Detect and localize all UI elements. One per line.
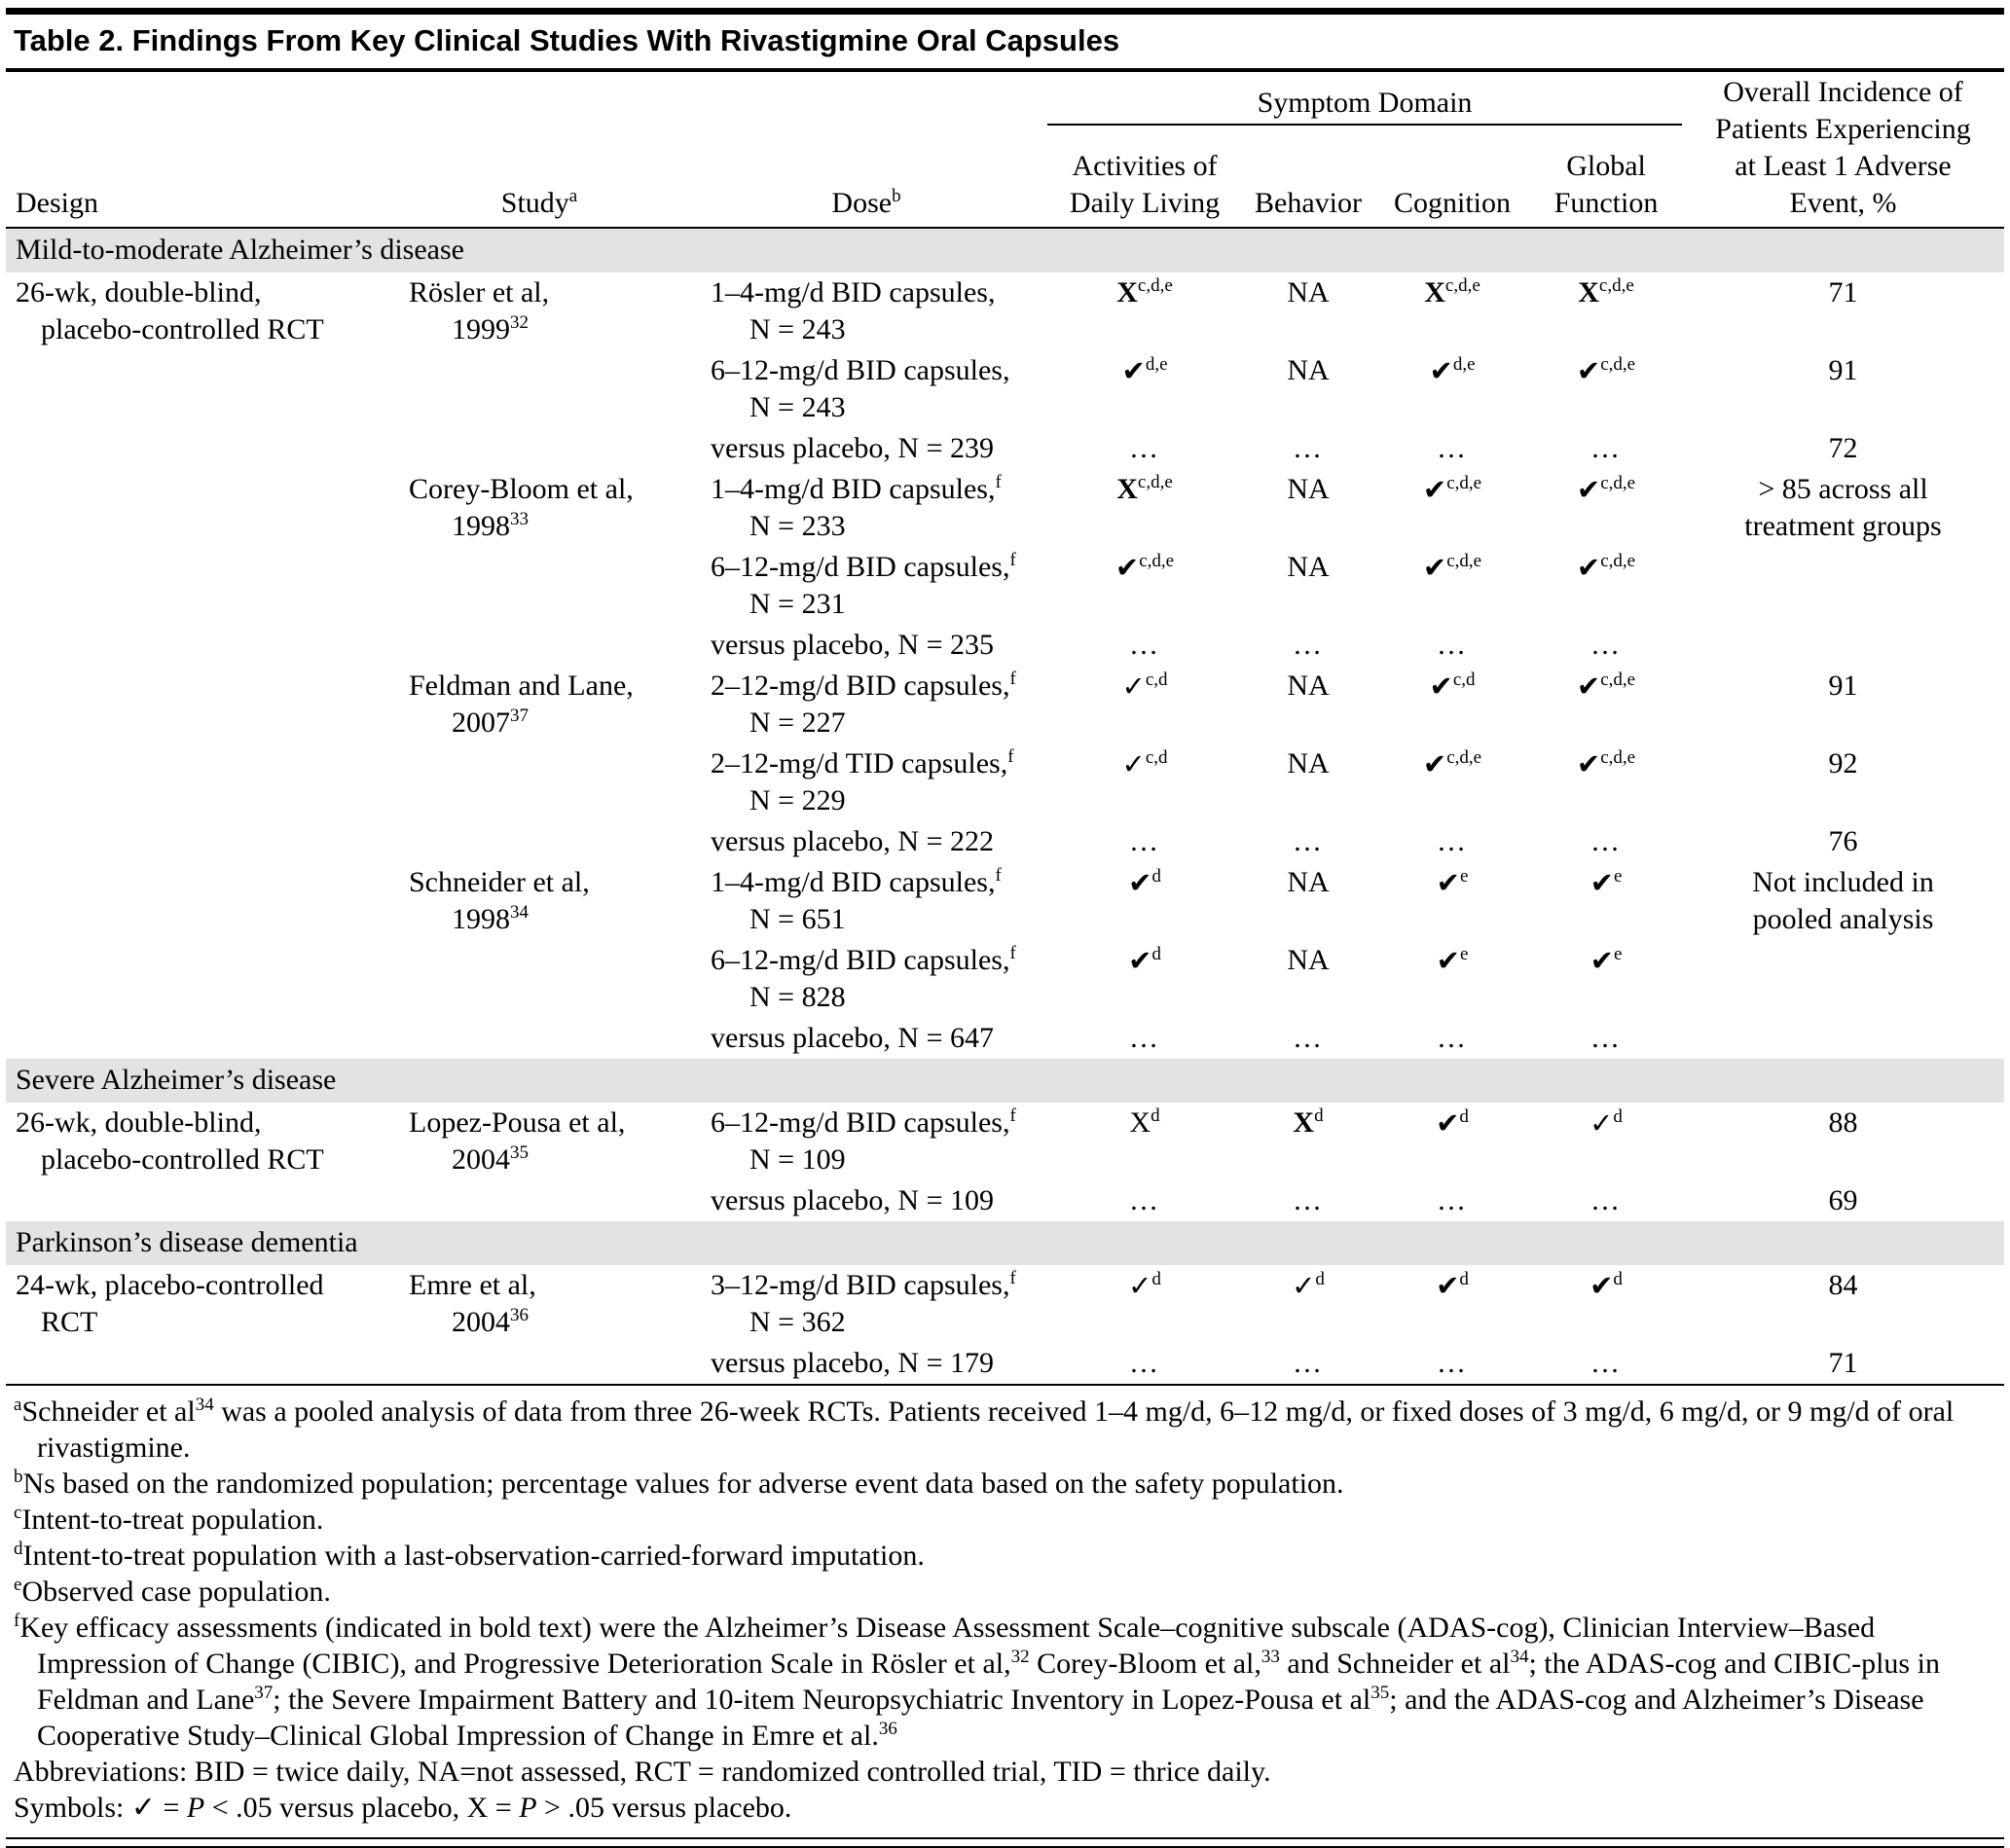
footnote: Abbreviations: BID = twice daily, NA=not assessed, RCT = randomized controlled trial, TID = thrice daily. <box>14 1756 1271 1788</box>
design-label: Design <box>16 187 98 219</box>
ellipsis-placeholder: … <box>1293 432 1324 464</box>
domain-cell-adl <box>1047 1103 1242 1180</box>
study-cell <box>393 743 685 821</box>
domain-cell-cognition <box>1374 350 1530 428</box>
study-cell: Corey-Bloom et al, 1998$^{33}$ <box>409 473 634 542</box>
section-header-row <box>6 228 2004 272</box>
domain-cell-behavior <box>1242 821 1374 862</box>
header-row-top <box>6 72 2004 125</box>
data-row <box>6 1180 2004 1221</box>
design-cell <box>6 862 393 940</box>
domain-cell-behavior <box>1242 469 1374 547</box>
adverse-event-cell: 92 <box>1828 747 1858 779</box>
footnote-marker: d,e <box>1452 354 1476 375</box>
domain-cell-adl <box>1047 428 1242 469</box>
domain-cell-cognition <box>1374 625 1530 666</box>
design-cell <box>6 547 393 625</box>
domain-cell-behavior <box>1242 666 1374 743</box>
check-mark: ✓ <box>1128 1269 1152 1302</box>
ellipsis-placeholder: … <box>1590 432 1623 464</box>
design-cell <box>6 821 393 862</box>
section-label: Mild-to-moderate Alzheimer’s disease <box>6 228 2004 272</box>
footnote-marker: c,d,e <box>1598 275 1634 296</box>
dose-cell: 6–12-mg/d BID capsules,$^f$ N = 231 <box>711 550 1016 620</box>
footnote: Symbols: ✓ = P < .05 versus placebo, X = P > .05 versus placebo. <box>14 1792 792 1824</box>
design-cell <box>6 1343 393 1384</box>
domain-cell-cognition <box>1374 1103 1530 1180</box>
domain-cell-adl <box>1047 1018 1242 1059</box>
data-row <box>6 1343 2004 1384</box>
footnote-marker: e <box>1459 866 1469 887</box>
study-cell: Schneider et al, 1998$^{34}$ <box>409 866 590 935</box>
design-cell <box>6 666 393 743</box>
data-row <box>6 1018 2004 1059</box>
not-assessed-label: NA <box>1287 670 1330 702</box>
domain-cell-behavior <box>1242 350 1374 428</box>
table-body <box>6 228 2004 1384</box>
check-mark: ✔ <box>1436 1269 1460 1302</box>
data-row <box>6 428 2004 469</box>
domain-cell-adl <box>1047 743 1242 821</box>
footnote-marker: c,d <box>1452 670 1476 690</box>
footnote-marker: c,d,e <box>1600 747 1636 768</box>
check-mark: ✔ <box>1576 551 1601 584</box>
section-label: Severe Alzheimer’s disease <box>6 1059 2004 1103</box>
design-cell <box>6 1018 393 1059</box>
data-row <box>6 547 2004 625</box>
domain-cell-cognition <box>1374 469 1530 547</box>
domain-cell-adl <box>1047 272 1242 350</box>
ellipsis-placeholder: … <box>1590 629 1623 661</box>
check-mark: ✔ <box>1576 473 1601 506</box>
adverse-event-cell <box>1682 1018 2004 1059</box>
ellipsis-placeholder: … <box>1437 1022 1468 1054</box>
not-assessed-label: NA <box>1287 276 1330 308</box>
study-cell: Feldman and Lane, 2007$^{37}$ <box>409 670 634 739</box>
check-mark: ✓ <box>1121 670 1146 703</box>
domain-cell-cognition <box>1374 1018 1530 1059</box>
design-cell <box>6 428 393 469</box>
footnote-marker: c,d,e <box>1600 551 1636 571</box>
dose-label: Dose <box>831 187 893 219</box>
footnote-marker: d <box>1314 1105 1324 1126</box>
design-cell <box>6 1180 393 1221</box>
study-cell <box>393 1018 685 1059</box>
ellipsis-placeholder: … <box>1590 1022 1623 1054</box>
footnote-marker: c,d <box>1145 670 1168 690</box>
footnote-marker: c,d,e <box>1600 473 1636 493</box>
study-footnote-marker: a <box>568 186 578 206</box>
table-header <box>6 72 2004 228</box>
check-mark: ✔ <box>1422 551 1447 584</box>
col-header-cognition: Cognition <box>1374 125 1530 228</box>
col-header-study <box>393 72 685 228</box>
domain-cell-global-function <box>1530 625 1682 666</box>
check-mark: ✔ <box>1590 866 1614 899</box>
study-cell: Rösler et al, 1999$^{32}$ <box>409 276 550 345</box>
footnote-marker: c,d,e <box>1600 354 1636 375</box>
domain-cell-adl <box>1047 469 1242 547</box>
ellipsis-placeholder: … <box>1437 1184 1468 1216</box>
study-cell <box>393 1180 685 1221</box>
check-mark: ✔ <box>1121 354 1146 387</box>
dose-cell: versus placebo, N = 235 <box>711 629 995 661</box>
x-mark: X <box>1424 276 1445 308</box>
symptom-domain-label: Symptom Domain <box>1257 86 1473 119</box>
x-mark: X <box>1293 1106 1315 1139</box>
domain-cell-behavior <box>1242 1265 1374 1343</box>
check-mark: ✔ <box>1436 1106 1460 1140</box>
domain-cell-adl <box>1047 821 1242 862</box>
footnote-marker: d <box>1459 1269 1469 1289</box>
dose-cell: 1–4-mg/d BID capsules, N = 243 <box>711 276 996 345</box>
footnote-marker: c,d,e <box>1444 275 1480 296</box>
ellipsis-placeholder: … <box>1293 1347 1324 1379</box>
adverse-event-cell: 72 <box>1828 432 1858 464</box>
data-row <box>6 1103 2004 1180</box>
footnote-marker: e <box>1613 944 1623 964</box>
adverse-event-cell: 71 <box>1828 276 1858 308</box>
adverse-event-cell <box>1682 547 2004 625</box>
check-mark: ✔ <box>1576 747 1601 780</box>
domain-cell-behavior <box>1242 272 1374 350</box>
col-header-symptom-domain <box>1047 72 1682 125</box>
footnote-marker: d <box>1151 944 1161 964</box>
domain-cell-behavior <box>1242 743 1374 821</box>
study-cell <box>393 940 685 1018</box>
adverse-event-cell: 69 <box>1828 1184 1858 1216</box>
footnote-marker: d <box>1613 1106 1623 1127</box>
design-cell <box>6 469 393 547</box>
domain-cell-global-function <box>1530 666 1682 743</box>
domain-cell-cognition <box>1374 743 1530 821</box>
footnote-marker: c,d,e <box>1137 275 1173 296</box>
domain-cell-adl <box>1047 1265 1242 1343</box>
domain-cell-adl <box>1047 1343 1242 1384</box>
dose-cell: 6–12-mg/d BID capsules,$^f$ N = 828 <box>711 943 1016 1013</box>
domain-cell-global-function <box>1530 469 1682 547</box>
footnote-marker: d <box>1151 1105 1160 1126</box>
adverse-event-cell: > 85 across all treatment groups <box>1744 473 1942 542</box>
domain-cell-global-function <box>1530 1018 1682 1059</box>
domain-cell-global-function <box>1530 272 1682 350</box>
not-assessed-label: NA <box>1287 944 1330 976</box>
domain-cell-behavior <box>1242 547 1374 625</box>
design-cell: 24-wk, placebo-controlled RCT <box>16 1269 324 1338</box>
bottom-rule-1 <box>6 1837 2004 1839</box>
not-assessed-label: NA <box>1287 747 1330 779</box>
domain-cell-global-function <box>1530 428 1682 469</box>
check-mark: ✔ <box>1429 354 1453 387</box>
footnote: $^a$Schneider et $al^{34}$ was a pooled analysis of data from three 26-week RCTs. Patients received 1–4 mg/d, 6–12 mg/d, or fixed doses of 3 mg/d, 6 mg/d, or 9 mg/d of oral rivastigmine. <box>14 1395 1955 1464</box>
section-header-row <box>6 1221 2004 1265</box>
footnotes <box>6 1384 2004 1828</box>
footnote: $^b$Ns based on the randomized population; percentage values for adverse event data based on the safety population. <box>14 1467 1344 1500</box>
domain-cell-cognition <box>1374 666 1530 743</box>
study-cell: Emre et al, 2004$^{36}$ <box>409 1269 536 1338</box>
domain-cell-behavior <box>1242 1018 1374 1059</box>
footnote-marker: c,d,e <box>1139 551 1175 571</box>
check-mark: ✔ <box>1436 944 1460 977</box>
not-assessed-label: NA <box>1287 473 1330 505</box>
ellipsis-placeholder: … <box>1129 1184 1160 1216</box>
study-cell <box>393 821 685 862</box>
ellipsis-placeholder: … <box>1293 1184 1324 1216</box>
dose-cell: 6–12-mg/d BID capsules, N = 243 <box>711 354 1010 423</box>
domain-cell-behavior <box>1242 1343 1374 1384</box>
footnote: $^e$Observed case population. <box>14 1575 331 1608</box>
check-mark: ✔ <box>1128 866 1152 899</box>
data-row <box>6 821 2004 862</box>
check-mark: ✔ <box>1576 354 1601 387</box>
data-row <box>6 743 2004 821</box>
domain-cell-global-function <box>1530 1103 1682 1180</box>
footnote-marker: c,d,e <box>1446 747 1482 768</box>
dose-cell: 2–12-mg/d TID capsules,$^f$ N = 229 <box>711 746 1014 816</box>
dose-cell: versus placebo, N = 647 <box>711 1022 995 1054</box>
design-cell <box>6 625 393 666</box>
domain-cell-behavior <box>1242 428 1374 469</box>
col-header-design <box>6 72 393 228</box>
check-mark: ✓ <box>1121 747 1146 780</box>
ellipsis-placeholder: … <box>1129 1347 1160 1379</box>
table-title: Table 2. Findings From Key Clinical Studies With Rivastigmine Oral Capsules <box>6 8 2004 72</box>
col-header-global-function: Global Function <box>1530 125 1682 228</box>
domain-cell-behavior <box>1242 1180 1374 1221</box>
design-cell <box>6 940 393 1018</box>
x-mark: X <box>1116 276 1138 308</box>
x-mark: X <box>1116 473 1138 505</box>
dose-cell: versus placebo, N = 109 <box>711 1184 995 1216</box>
x-mark: X <box>1578 276 1599 308</box>
not-assessed-label: NA <box>1287 354 1330 386</box>
footnote-marker: d,e <box>1145 354 1168 375</box>
dose-cell: versus placebo, N = 239 <box>711 432 995 464</box>
col-header-behavior: Behavior <box>1242 125 1374 228</box>
data-row <box>6 272 2004 350</box>
adverse-event-cell <box>1682 940 2004 1018</box>
footnote-marker: e <box>1613 866 1623 887</box>
design-cell <box>6 743 393 821</box>
domain-cell-global-function <box>1530 1265 1682 1343</box>
ellipsis-placeholder: … <box>1293 629 1324 661</box>
study-cell <box>393 350 685 428</box>
ellipsis-placeholder: … <box>1129 825 1160 857</box>
ellipsis-placeholder: … <box>1590 1347 1623 1379</box>
domain-cell-adl <box>1047 625 1242 666</box>
check-mark: ✔ <box>1429 670 1453 703</box>
clinical-studies-table <box>6 72 2004 1384</box>
not-assessed-label: NA <box>1287 551 1330 583</box>
dose-cell: 2–12-mg/d BID capsules,$^f$ N = 227 <box>711 669 1016 739</box>
col-header-adverse-events: Overall Incidence of Patients Experiencing at Least 1 Adverse Event, % <box>1682 72 2004 228</box>
adverse-event-cell <box>1682 625 2004 666</box>
domain-cell-behavior <box>1242 862 1374 940</box>
col-header-activities-daily-living: Activities of Daily Living <box>1047 125 1242 228</box>
section-label: Parkinson’s disease dementia <box>6 1221 2004 1265</box>
x-mark: X <box>1129 1106 1151 1139</box>
check-mark: ✔ <box>1590 1269 1614 1302</box>
footnote: $^f$Key efficacy assessments (indicated in bold text) were the Alzheimer’s Disease Assessment Scale–cognitive subscale (ADAS-cog), Clinician Interview–Based Impression of Change (CIBIC), and Progressive Deterioration Scale in Rösler et al,$^{32}$ Corey-Bloom et al,$^{33}$ and Schneider et $al^{34}$; the ADAS-cog and CIBIC-plus in Feldman and Lane$^{37}$; the Severe Impairment Battery and 10-item Neuropsychiatric Inventory in Lopez-Pousa et $al^{35}$; and the ADAS-cog and Alzheimer’s Disease Cooperative Study–Clinical Global Impression of Change in Emre et al.$^{36}$ <box>14 1611 1940 1752</box>
domain-cell-global-function <box>1530 1180 1682 1221</box>
footnote-marker: e <box>1459 944 1469 964</box>
footnote-marker: c,d <box>1145 747 1168 768</box>
col-header-dose <box>685 72 1047 228</box>
study-cell: Lopez-Pousa et al, 2004$^{35}$ <box>409 1106 626 1176</box>
domain-cell-cognition <box>1374 862 1530 940</box>
adverse-event-cell: 71 <box>1828 1347 1858 1379</box>
check-mark: ✔ <box>1576 670 1601 703</box>
data-row <box>6 862 2004 940</box>
domain-cell-global-function <box>1530 862 1682 940</box>
ellipsis-placeholder: … <box>1129 629 1160 661</box>
design-cell: 26-wk, double-blind, placebo-controlled RCT <box>16 1106 324 1176</box>
check-mark: ✔ <box>1590 944 1614 977</box>
ellipsis-placeholder: … <box>1293 825 1324 857</box>
adverse-event-cell: 91 <box>1828 354 1858 386</box>
data-row <box>6 350 2004 428</box>
study-cell <box>393 625 685 666</box>
dose-cell: versus placebo, N = 179 <box>711 1347 995 1379</box>
dose-cell: 1–4-mg/d BID capsules,$^f$ N = 233 <box>711 472 1002 542</box>
data-row <box>6 940 2004 1018</box>
domain-cell-adl <box>1047 940 1242 1018</box>
check-mark: ✔ <box>1128 944 1152 977</box>
dose-footnote-marker: b <box>892 186 901 206</box>
domain-cell-cognition <box>1374 547 1530 625</box>
footnote-marker: d <box>1151 866 1161 887</box>
footnote-marker: c,d,e <box>1600 670 1636 690</box>
domain-cell-adl <box>1047 547 1242 625</box>
ellipsis-placeholder: … <box>1437 1347 1468 1379</box>
footnote-marker: d <box>1315 1269 1325 1289</box>
dose-cell: 3–12-mg/d BID capsules,$^f$ N = 362 <box>711 1268 1016 1338</box>
ellipsis-placeholder: … <box>1437 825 1468 857</box>
study-label: Study <box>500 187 569 219</box>
ellipsis-placeholder: … <box>1437 629 1468 661</box>
footnote-marker: c,d,e <box>1446 551 1482 571</box>
data-row <box>6 469 2004 547</box>
domain-cell-behavior <box>1242 1103 1374 1180</box>
domain-cell-cognition <box>1374 428 1530 469</box>
domain-cell-adl <box>1047 862 1242 940</box>
design-cell <box>6 350 393 428</box>
data-row <box>6 625 2004 666</box>
domain-cell-global-function <box>1530 743 1682 821</box>
domain-cell-cognition <box>1374 1343 1530 1384</box>
footnote-marker: d <box>1151 1269 1161 1289</box>
ellipsis-placeholder: … <box>1293 1022 1324 1054</box>
domain-cell-global-function <box>1530 547 1682 625</box>
domain-cell-adl <box>1047 350 1242 428</box>
adverse-event-cell: 91 <box>1828 670 1858 702</box>
not-assessed-label: NA <box>1287 866 1330 898</box>
footnote-marker: c,d,e <box>1137 472 1173 492</box>
domain-cell-adl <box>1047 666 1242 743</box>
domain-cell-global-function <box>1530 1343 1682 1384</box>
domain-cell-adl <box>1047 1180 1242 1221</box>
ellipsis-placeholder: … <box>1129 1022 1160 1054</box>
ellipsis-placeholder: … <box>1590 825 1623 857</box>
domain-cell-cognition <box>1374 1265 1530 1343</box>
domain-cell-cognition <box>1374 272 1530 350</box>
domain-cell-cognition <box>1374 821 1530 862</box>
study-cell <box>393 1343 685 1384</box>
study-cell <box>393 547 685 625</box>
domain-cell-cognition <box>1374 940 1530 1018</box>
footnote-marker: d <box>1613 1269 1623 1289</box>
ellipsis-placeholder: … <box>1129 432 1160 464</box>
adverse-event-cell: 88 <box>1828 1106 1858 1139</box>
footnote-marker: d <box>1459 1106 1469 1127</box>
domain-cell-global-function <box>1530 821 1682 862</box>
adverse-event-cell: 76 <box>1828 825 1858 857</box>
ellipsis-placeholder: … <box>1590 1184 1623 1216</box>
check-mark: ✔ <box>1422 473 1447 506</box>
footnote: $^d$Intent-to-treat population with a last-observation-carried-forward imputation. <box>14 1539 925 1572</box>
data-row <box>6 666 2004 743</box>
check-mark: ✓ <box>1590 1106 1614 1140</box>
check-mark: ✓ <box>1292 1269 1316 1302</box>
dose-cell: 6–12-mg/d BID capsules,$^f$ N = 109 <box>711 1105 1016 1176</box>
design-cell: 26-wk, double-blind, placebo-controlled RCT <box>16 276 324 345</box>
dose-cell: 1–4-mg/d BID capsules,$^f$ N = 651 <box>711 865 1002 935</box>
study-cell <box>393 428 685 469</box>
section-header-row <box>6 1059 2004 1103</box>
adverse-event-cell: Not included in pooled analysis <box>1752 866 1934 935</box>
check-mark: ✔ <box>1422 747 1447 780</box>
footnote-marker: c,d,e <box>1446 473 1482 493</box>
check-mark: ✔ <box>1115 551 1140 584</box>
dose-cell: versus placebo, N = 222 <box>711 825 995 857</box>
ellipsis-placeholder: … <box>1437 432 1468 464</box>
data-row <box>6 1265 2004 1343</box>
footnote: $^c$Intent-to-treat population. <box>14 1503 324 1536</box>
domain-cell-behavior <box>1242 625 1374 666</box>
check-mark: ✔ <box>1436 866 1460 899</box>
domain-cell-global-function <box>1530 350 1682 428</box>
domain-cell-global-function <box>1530 940 1682 1018</box>
domain-cell-cognition <box>1374 1180 1530 1221</box>
adverse-event-cell: 84 <box>1828 1269 1858 1301</box>
domain-cell-behavior <box>1242 940 1374 1018</box>
